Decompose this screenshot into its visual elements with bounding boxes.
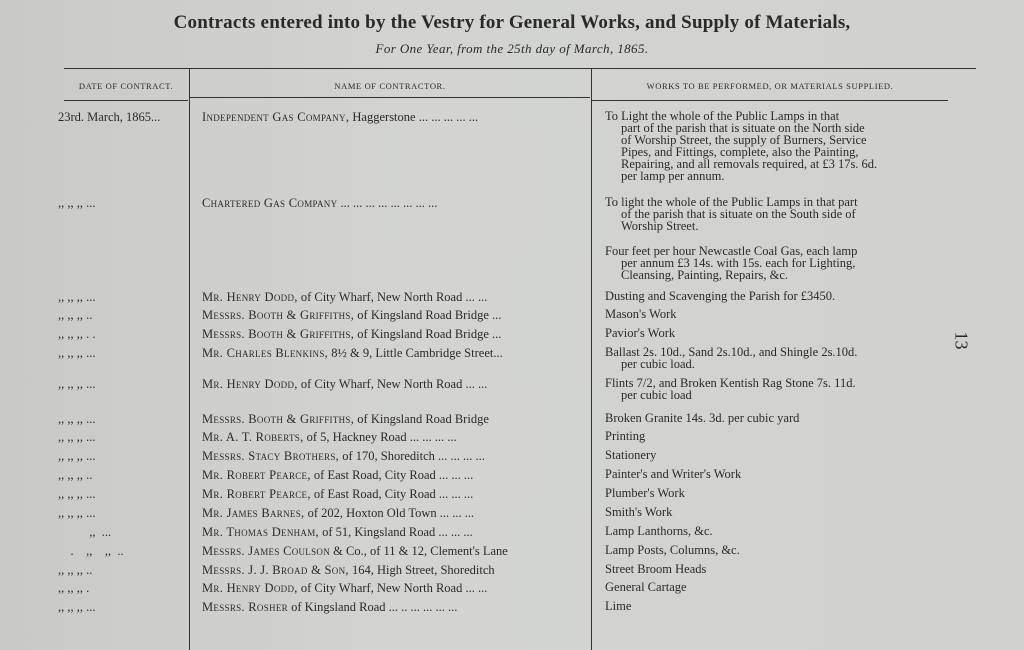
contractor-name: Mr. Robert Pearce, of East Road, City Road ... ... ... <box>202 468 474 482</box>
column-header-works: WORKS TO BE PERFORMED, OR MATERIALS SUPPLIED. <box>646 81 894 91</box>
works-description: Ballast 2s. 10d., Sand 2s.10d., and Shingle 2s.10d. per cubic load. <box>605 345 858 371</box>
contractor-name: Messrs. Stacy Brothers, of 170, Shoreditch ... ... ... ... <box>202 449 485 463</box>
contractor-name: Messrs. J. J. Broad & Son, 164, High Street, Shoreditch <box>202 563 495 577</box>
works-description: Lamp Lanthorns, &c. <box>605 524 713 538</box>
contract-date: ,, ,, ,, ... <box>58 449 96 463</box>
contract-date: ,, ,, ,, . . <box>58 327 96 341</box>
works-description: Lime <box>605 599 632 613</box>
contract-date: ,, ,, ,, .. <box>58 308 93 322</box>
contract-date: ,, ,, ,, . <box>58 581 90 595</box>
contractor-name: Mr. James Barnes, of 202, Hoxton Old Town ... ... ... <box>202 506 475 520</box>
works-description: Four feet per hour Newcastle Coal Gas, each lamp per annum £3 14s. with 15s. each for Lighting, Cleansing, Painting, Repairs, &c. <box>605 244 858 282</box>
works-description: Plumber's Work <box>605 486 685 500</box>
works-description: Stationery <box>605 448 657 462</box>
contractor-name: Messrs. James Coulson & Co., of 11 & 12, Clement's Lane <box>202 544 508 558</box>
contract-date: ,, ,, ,, ... <box>58 377 96 391</box>
contractor-name: Messrs. Booth & Griffiths, of Kingsland Road Bridge <box>202 412 489 426</box>
contract-date: ,, ,, ,, ... <box>58 487 96 501</box>
works-description: Painter's and Writer's Work <box>605 467 742 481</box>
page-number: 13 <box>951 331 972 350</box>
contractor-name: Independent Gas Company, Haggerstone ... ... ... ... ... <box>202 110 479 124</box>
header-rule-name <box>190 97 590 98</box>
contract-date: ,, ,, ,, .. <box>58 563 93 577</box>
page-subtitle: For One Year, from the 25th day of March, 1865. <box>375 41 649 56</box>
contract-date: ,, ,, ,, ... <box>58 290 96 304</box>
contractor-name: Mr. Charles Blenkins, 8½ & 9, Little Cambridge Street... <box>202 346 503 360</box>
works-description: To Light the whole of the Public Lamps in that part of the parish that is situate on the North side of Worship Street, the supply of Burners, Service Pipes, and Fittings, complete, also the Painting, Repairing, and all removals required, at £3 17s. 6d. per lamp per annum. <box>605 109 878 183</box>
works-description: Smith's Work <box>605 505 673 519</box>
contract-date: ,, ,, ,, ... <box>58 346 96 360</box>
contract-date: ,, ,, ,, .. <box>58 468 93 482</box>
contractor-name: Mr. Robert Pearce, of East Road, City Road ... ... ... <box>202 487 474 501</box>
works-description: General Cartage <box>605 580 687 594</box>
column-divider-1 <box>189 68 190 650</box>
contractor-name: Mr. Thomas Denham, of 51, Kingsland Road ... ... ... <box>202 525 473 539</box>
contractor-name: Messrs. Booth & Griffiths, of Kingsland Road Bridge ... <box>202 308 502 322</box>
contractor-name: Mr. Henry Dodd, of City Wharf, New North Road ... ... <box>202 581 488 595</box>
contract-date: 23rd. March, 1865... <box>58 110 161 124</box>
works-description: Printing <box>605 429 646 443</box>
works-description: Dusting and Scavenging the Parish for £3450. <box>605 289 836 303</box>
contract-date: ,, ,, ,, ... <box>58 412 96 426</box>
contractor-name: Messrs. Rosher of Kingsland Road ... .. ... ... ... ... <box>202 600 458 614</box>
page-title: Contracts entered into by the Vestry for General Works, and Supply of Materials, <box>173 12 851 33</box>
contract-date: ,, ,, ,, ... <box>58 430 96 444</box>
column-header-name: NAME OF CONTRACTOR. <box>334 81 446 91</box>
works-description: Mason's Work <box>605 307 677 321</box>
works-description: To light the whole of the Public Lamps in that part of the parish that is situate on the South side of Worship Street. <box>605 195 858 233</box>
table-top-rule <box>64 68 976 69</box>
works-description: Broken Granite 14s. 3d. per cubic yard <box>605 411 800 425</box>
contractor-name: Mr. A. T. Roberts, of 5, Hackney Road ... ... ... ... <box>202 430 457 444</box>
contract-date: ,, ,, ,, ... <box>58 506 96 520</box>
header-rule-works <box>592 100 948 101</box>
works-description: Lamp Posts, Columns, &c. <box>605 543 740 557</box>
contractor-name: Messrs. Booth & Griffiths, of Kingsland Road Bridge ... <box>202 327 502 341</box>
contractor-name: Chartered Gas Company ... ... ... ... ... ... ... ... <box>202 196 438 210</box>
works-description: Street Broom Heads <box>605 562 707 576</box>
contractor-name: Mr. Henry Dodd, of City Wharf, New North Road ... ... <box>202 290 488 304</box>
header-rule-date <box>64 100 188 101</box>
contractor-name: Mr. Henry Dodd, of City Wharf, New North Road ... ... <box>202 377 488 391</box>
works-description: Flints 7/2, and Broken Kentish Rag Stone 7s. 11d. per cubic load <box>605 376 856 402</box>
contract-date: ,, ,, ,, ... <box>58 196 96 210</box>
column-header-date: DATE OF CONTRACT. <box>78 81 174 91</box>
works-description: Pavior's Work <box>605 326 676 340</box>
contract-date: ,, ,, ,, ... <box>58 600 96 614</box>
contract-date: . ,, ,, .. <box>58 544 124 558</box>
contract-date: ,, ... <box>58 525 112 539</box>
column-divider-2 <box>591 68 592 650</box>
